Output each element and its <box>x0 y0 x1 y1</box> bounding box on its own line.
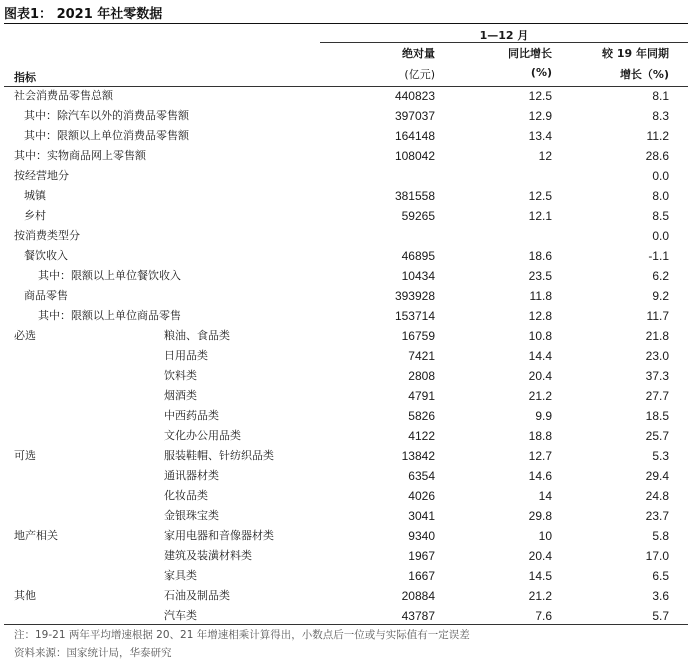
yoy-growth-value: 21.2 <box>528 389 552 403</box>
row-label: 日用品类 <box>164 349 208 362</box>
row-label: 乡村 <box>24 209 46 222</box>
row-group-label: 其他 <box>14 589 36 602</box>
table-title: 图表1： 2021 年社零数据 <box>4 7 163 22</box>
yoy-growth-value: 7.6 <box>535 609 552 623</box>
row-label: 汽车类 <box>164 609 197 622</box>
header-vs19-line1: 较 19 年同期 <box>602 47 669 60</box>
row-group-label: 必选 <box>14 329 36 342</box>
vs-2019-growth-value: 29.4 <box>645 469 669 483</box>
yoy-growth-value: 20.4 <box>528 549 552 563</box>
table-row <box>4 246 688 266</box>
row-label: 化妆品类 <box>164 489 208 502</box>
yoy-growth-value: 12.5 <box>528 189 552 203</box>
table-row <box>4 426 688 446</box>
total-value: 3041 <box>408 509 435 523</box>
yoy-growth-value: 10.8 <box>528 329 552 343</box>
yoy-growth-value: 20.4 <box>528 369 552 383</box>
table-row <box>4 86 688 106</box>
total-value: 164148 <box>394 129 435 143</box>
table-row <box>4 466 688 486</box>
vs-2019-growth-value: 25.7 <box>645 429 669 443</box>
yoy-growth-value: 14.6 <box>528 469 552 483</box>
yoy-growth-value: 12 <box>538 149 552 163</box>
table-row <box>4 506 688 526</box>
vs-2019-growth-value: 5.3 <box>652 449 669 463</box>
yoy-growth-value: 23.5 <box>528 269 552 283</box>
table-row <box>4 566 688 586</box>
table-row <box>4 346 688 366</box>
footnote: 注：19-21 两年平均增速根据 20、21 年增速相乘计算得出，小数点后一位或与实际值有一定误差 <box>14 629 470 641</box>
yoy-growth-value: 18.8 <box>528 429 552 443</box>
yoy-growth-value: 12.1 <box>528 209 552 223</box>
vs-2019-growth-value: 5.8 <box>652 529 669 543</box>
table-row <box>4 186 688 206</box>
total-value: 46895 <box>401 249 435 263</box>
yoy-growth-value: 29.8 <box>528 509 552 523</box>
table-row <box>4 126 688 146</box>
table-row <box>4 146 688 166</box>
vs-2019-growth-value: 8.1 <box>652 89 669 103</box>
yoy-growth-value: 12.7 <box>528 449 552 463</box>
row-label: 按消费类型分 <box>14 229 80 242</box>
table-row <box>4 226 688 246</box>
row-group-label: 地产相关 <box>14 529 58 542</box>
header-yoy-line1: 同比增长 <box>508 47 552 60</box>
row-label: 服装鞋帽、针纺织品类 <box>164 449 274 462</box>
vs-2019-growth-value: 6.5 <box>652 569 669 583</box>
header-vs19-line2: 增长（%) <box>619 68 669 81</box>
row-label: 餐饮收入 <box>24 249 68 262</box>
yoy-growth-value: 12.5 <box>528 89 552 103</box>
row-label: 其中：除汽车以外的消费品零售额 <box>24 109 189 122</box>
table-row <box>4 606 688 626</box>
header-row-label: 指标 <box>14 71 36 84</box>
row-label: 饮料类 <box>164 369 197 382</box>
total-value: 440823 <box>394 89 435 103</box>
yoy-growth-value: 13.4 <box>528 129 552 143</box>
vs-2019-growth-value: 0.0 <box>652 169 669 183</box>
vs-2019-growth-value: 3.6 <box>652 589 669 603</box>
vs-2019-growth-value: 6.2 <box>652 269 669 283</box>
row-label: 其中：实物商品网上零售额 <box>14 149 146 162</box>
vs-2019-growth-value: -1.1 <box>648 249 669 263</box>
total-value: 393928 <box>394 289 435 303</box>
title-divider <box>4 23 688 24</box>
total-value: 1667 <box>408 569 435 583</box>
table-row <box>4 406 688 426</box>
vs-2019-growth-value: 8.5 <box>652 209 669 223</box>
row-label: 城镇 <box>24 189 46 202</box>
vs-2019-growth-value: 11.7 <box>646 309 669 323</box>
table-row <box>4 206 688 226</box>
yoy-growth-value: 14.5 <box>528 569 552 583</box>
row-label: 家用电器和音像器材类 <box>164 529 274 542</box>
yoy-growth-value: 12.9 <box>528 109 552 123</box>
vs-2019-growth-value: 8.3 <box>652 109 669 123</box>
total-value: 7421 <box>408 349 435 363</box>
total-value: 4122 <box>408 429 435 443</box>
table-row <box>4 266 688 286</box>
source-note: 资料来源：国家统计局，华泰研究 <box>14 647 172 659</box>
table-row <box>4 166 688 186</box>
row-group-label: 可选 <box>14 449 36 462</box>
yoy-growth-value: 21.2 <box>528 589 552 603</box>
total-value: 1967 <box>408 549 435 563</box>
row-label: 家具类 <box>164 569 197 582</box>
total-value: 4026 <box>408 489 435 503</box>
total-value: 108042 <box>394 149 435 163</box>
total-value: 9340 <box>408 529 435 543</box>
row-label: 其中：限额以上单位餐饮收入 <box>38 269 181 282</box>
period-divider <box>320 42 688 43</box>
total-value: 43787 <box>401 609 435 623</box>
total-value: 59265 <box>401 209 435 223</box>
row-label: 烟酒类 <box>164 389 197 402</box>
total-value: 13842 <box>401 449 435 463</box>
row-label: 中西药品类 <box>164 409 219 422</box>
total-value: 381558 <box>394 189 435 203</box>
total-value: 10434 <box>401 269 435 283</box>
vs-2019-growth-value: 24.8 <box>645 489 669 503</box>
row-label: 社会消费品零售总额 <box>14 89 113 102</box>
total-value: 4791 <box>408 389 435 403</box>
header-total-line1: 绝对量 <box>402 47 435 60</box>
row-label: 通讯器材类 <box>164 469 219 482</box>
row-label: 建筑及装潢材料类 <box>164 549 252 562</box>
row-label: 其中：限额以上单位消费品零售额 <box>24 129 189 142</box>
row-label: 商品零售 <box>24 289 68 302</box>
total-value: 20884 <box>401 589 435 603</box>
vs-2019-growth-value: 23.7 <box>645 509 669 523</box>
row-label: 金银珠宝类 <box>164 509 219 522</box>
vs-2019-growth-value: 5.7 <box>652 609 669 623</box>
vs-2019-growth-value: 28.6 <box>645 149 669 163</box>
vs-2019-growth-value: 23.0 <box>645 349 669 363</box>
header-total-line2: (亿元) <box>404 68 435 81</box>
yoy-growth-value: 14.4 <box>528 349 552 363</box>
table-row <box>4 586 688 606</box>
yoy-growth-value: 10 <box>538 529 552 543</box>
vs-2019-growth-value: 9.2 <box>652 289 669 303</box>
total-value: 153714 <box>394 309 435 323</box>
vs-2019-growth-value: 8.0 <box>652 189 669 203</box>
total-value: 6354 <box>408 469 435 483</box>
table-row <box>4 326 688 346</box>
table-row <box>4 526 688 546</box>
vs-2019-growth-value: 18.5 <box>645 409 669 423</box>
vs-2019-growth-value: 0.0 <box>652 229 669 243</box>
vs-2019-growth-value: 37.3 <box>645 369 669 383</box>
yoy-growth-value: 9.9 <box>535 409 552 423</box>
yoy-growth-value: 12.8 <box>528 309 552 323</box>
period-header: 1—12 月 <box>479 29 529 42</box>
vs-2019-growth-value: 27.7 <box>645 389 669 403</box>
total-value: 397037 <box>394 109 435 123</box>
row-label: 其中：限额以上单位商品零售 <box>38 309 181 322</box>
table-row <box>4 386 688 406</box>
table-row <box>4 486 688 506</box>
row-label: 按经营地分 <box>14 169 69 182</box>
table-row <box>4 366 688 386</box>
table-row <box>4 106 688 126</box>
yoy-growth-value: 11.8 <box>529 289 552 303</box>
total-value: 16759 <box>401 329 435 343</box>
row-label: 石油及制品类 <box>164 589 230 602</box>
vs-2019-growth-value: 11.2 <box>646 129 669 143</box>
vs-2019-growth-value: 21.8 <box>645 329 669 343</box>
total-value: 5826 <box>408 409 435 423</box>
table-row <box>4 446 688 466</box>
table-row <box>4 546 688 566</box>
header-yoy-line2: (%) <box>530 66 552 79</box>
row-label: 粮油、食品类 <box>164 329 230 342</box>
yoy-growth-value: 14 <box>538 489 552 503</box>
row-label: 文化办公用品类 <box>164 429 241 442</box>
table-row <box>4 306 688 326</box>
table-bottom-divider <box>4 624 688 625</box>
total-value: 2808 <box>408 369 435 383</box>
vs-2019-growth-value: 17.0 <box>645 549 669 563</box>
yoy-growth-value: 18.6 <box>528 249 552 263</box>
table-row <box>4 286 688 306</box>
